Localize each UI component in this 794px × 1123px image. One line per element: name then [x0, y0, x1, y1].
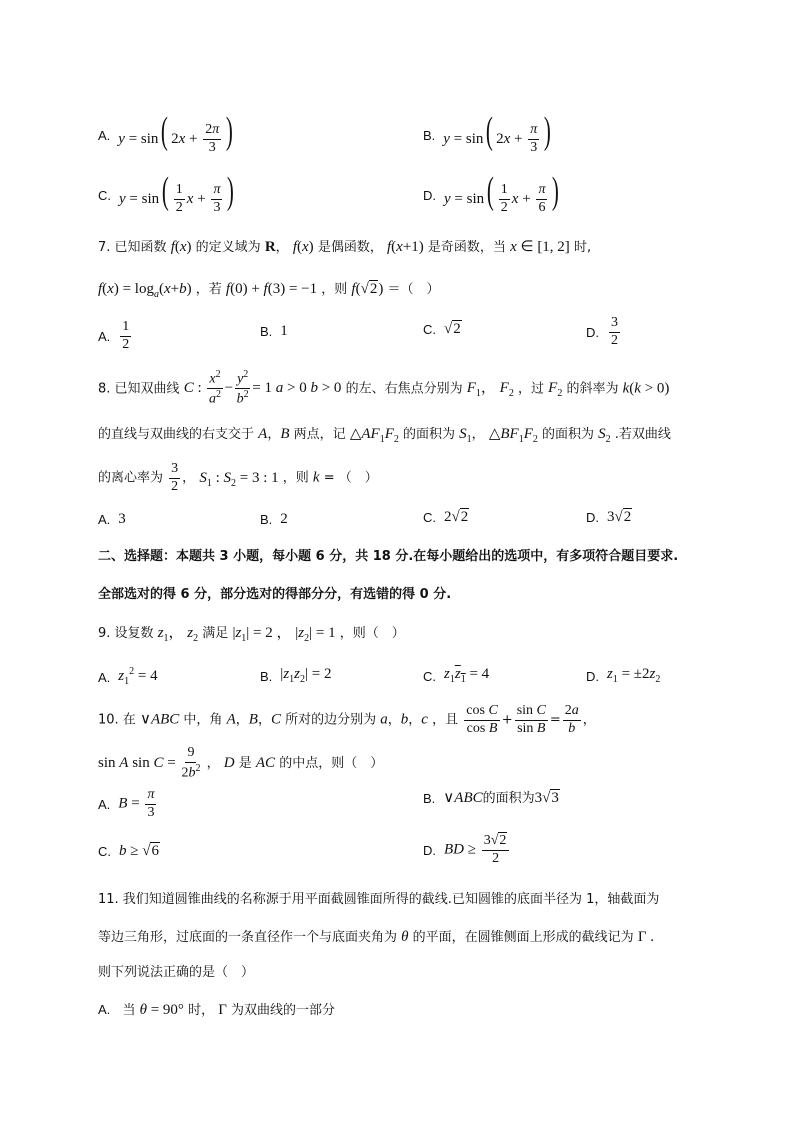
q9-stem: 9. 设复数 $z_1$， $z_2$ 满足 $|z_1| = 2$ ， $|z_2| = 1$ ，则（ ） [98, 625, 405, 644]
formula: y = sin( $\frac{1}{2}$ x + $\frac{\pi}{3}$ ) [119, 170, 235, 216]
formula: y = sin( $\frac{1}{2}$ x + $\frac{\pi}{6}$ ) [444, 170, 560, 216]
q7-stem-line2: $f(x) = \log_a(x+b)$ ，若 f(0) + f(3) = −1 ，则 f(√2) ＝（ ） [98, 281, 440, 300]
formula: y = sin( 2x + $\frac{2\pi}{3}$ ) [118, 110, 234, 156]
section-heading-line1: 二、选择题：本题共 3 小题，每小题 6 分，共 18 分.在每小题给出的选项中，有多项符合题目要求. [98, 549, 679, 564]
q10-option-d: D. BD ≥ $\frac{3√2}{2}$ [423, 834, 511, 866]
option-label: D. [423, 188, 436, 204]
q8-stem-line2: 的直线与双曲线的右支交于 A，B 两点，记 $\triangle AF_1F_2$ 的面积为 $S_1$， $\triangle BF_1F_2$ 的面积为 $S_2$ .若双曲线 [98, 426, 671, 445]
q10-option-c: C. b ≥ √6 [98, 843, 159, 859]
q9-option-d: D. $z_1 = \pm 2z_2$ [586, 666, 661, 685]
section-heading-line2: 全部选对的得 6 分，部分选对的得部分分，有选错的得 0 分. [98, 587, 452, 602]
q10-stem-line2: sin A sin C = $\frac{9}{2b^2}$ ， D 是 AC 的中点，则（ ） [98, 745, 384, 781]
option-label: A. [98, 128, 111, 144]
q10-stem-line1: 10. 在 ∨ABC 中，角 A，B，C 所对的边分别为 a，b，c ，且 $\frac{\text{cos C}}{\text{cos B}}$ + $\frac{\text{sin C}}{\text{sin B}}$ = $\frac{2a}{b}$ ， [98, 703, 596, 736]
q6-option-d [423, 170, 562, 216]
q8-option-d: D. 3√2 [586, 509, 632, 525]
q9-option-a: A. $z_1^2 = 4$ [98, 666, 158, 687]
q7-option-d: D. $\frac{3}{2}$ [586, 315, 618, 348]
q11-stem-line3: 则下列说法正确的是（ ） [98, 965, 255, 980]
q8-option-b: B. 2 [260, 511, 288, 527]
q6-option-c [98, 170, 237, 216]
q7-option-a: A. $\frac{1}{2}$ [98, 319, 130, 352]
q11-stem-line2: 等边三角形，过底面的一条直径作一个与底面夹角为 θ 的平面，在圆锥侧面上形成的截线记为 Γ . [98, 929, 654, 945]
formula: y = sin( 2x + $\frac{\pi}{3}$ ) [443, 110, 552, 156]
q7-option-c: C. √2 [423, 321, 461, 337]
q11-stem-line1: 11. 我们知道圆锥曲线的名称源于用平面截圆锥面所得的截线.已知圆锥的底面半径为 1，轴截面为 [98, 892, 660, 907]
q7-option-b: B. 1 [260, 323, 288, 339]
option-label: B. [423, 128, 436, 144]
q8-option-a: A. 3 [98, 511, 126, 527]
option-label: C. [98, 188, 111, 204]
q10-option-b: B. ∨ABC 的面积为 3√3 [423, 790, 559, 806]
q6-option-b [423, 110, 554, 156]
q7-stem-line1: 7. 已知函数 f(x) 的定义域为 R， f(x) 是偶函数， f(x+1) 是奇函数，当 x ∈ [1, 2] 时, [98, 239, 592, 255]
q9-option-b: B. $|z_1z_2| = 2$ [260, 666, 332, 685]
q8-option-c: C. 2√2 [423, 509, 469, 525]
q10-option-a: A. B = $\frac{\pi}{3}$ [98, 787, 155, 820]
q9-option-c: C. $z_1z_1 = 4$ [423, 666, 490, 685]
q11-option-a: A. 当 θ = 90° 时， Γ 为双曲线的一部分 [98, 1002, 336, 1018]
q8-stem-line1: 8. 已知双曲线 C : $\frac{x^2}{a^2}$ − $\frac{y^2}{b^2}$ = 1 a > 0 b > 0 的左、右焦点分别为 $F_1$， $F_2$ ，过 $F_2$ 的斜率为 k(k > 0) [98, 369, 670, 407]
q6-option-a [98, 110, 236, 156]
q8-stem-line3: 的离心率为 $\frac{3}{2}$ ， $S_1$ : $S_2 = 3$ : 1 ，则 k = （ ） [98, 461, 378, 494]
